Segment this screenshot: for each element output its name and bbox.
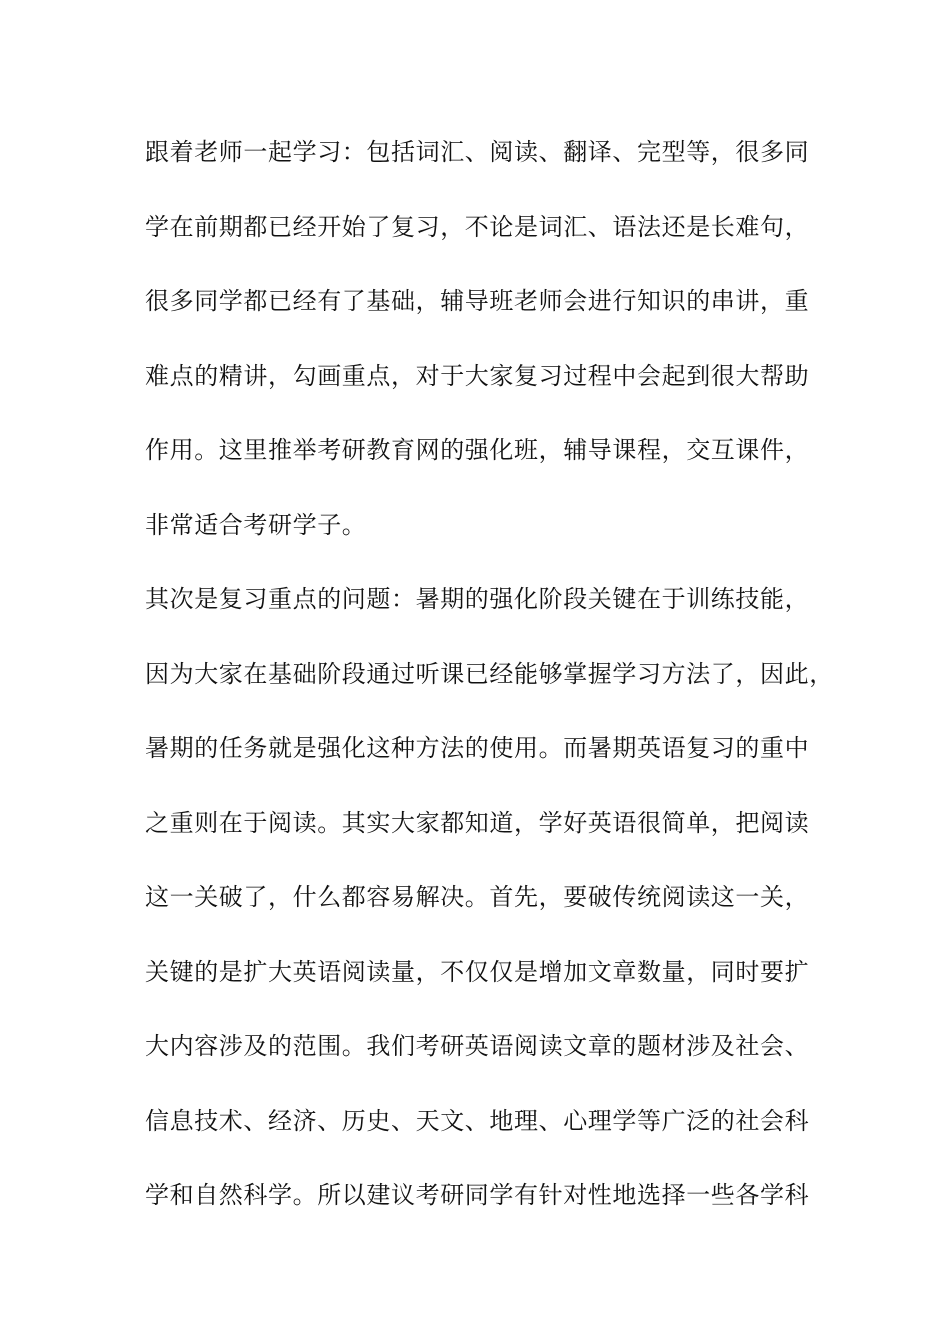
text-line: 作用。这里推举考研教育网的强化班，辅导课程，交互课件， <box>145 436 810 464</box>
text-line: 这一关破了，什么都容易解决。首先，要破传统阅读这一关， <box>145 883 810 911</box>
text-line: 之重则在于阅读。其实大家都知道，学好英语很简单，把阅读 <box>145 808 810 837</box>
text-line: 非常适合考研学子。 <box>145 510 367 539</box>
text-line: 暑期的任务就是强化这种方法的使用。而暑期英语复习的重中 <box>145 734 810 762</box>
text-line: 信息技术、经济、历史、天文、地理、心理学等广泛的社会科 <box>145 1106 810 1135</box>
text-line: 学和自然科学。所以建议考研同学有针对性地选择一些各学科 <box>145 1181 810 1209</box>
text-line: 难点的精讲，勾画重点，对于大家复习过程中会起到很大帮助 <box>145 361 810 390</box>
text-line: 学在前期都已经开始了复习，不论是词汇、语法还是长难句， <box>145 212 810 241</box>
text-line: 很多同学都已经有了基础，辅导班老师会进行知识的串讲，重 <box>145 287 810 315</box>
body-text <box>145 134 834 1252</box>
text-line: 关键的是扩大英语阅读量，不仅仅是增加文章数量，同时要扩 <box>145 957 810 986</box>
text-line: 大内容涉及的范围。我们考研英语阅读文章的题材涉及社会、 <box>145 1032 810 1060</box>
text-line: 跟着老师一起学习：包括词汇、阅读、翻译、完型等，很多同 <box>145 138 810 166</box>
text-line: 因为大家在基础阶段通过听课已经能够掌握学习方法了，因此， <box>145 659 834 688</box>
text-line: 其次是复习重点的问题：暑期的强化阶段关键在于训练技能， <box>145 585 810 613</box>
